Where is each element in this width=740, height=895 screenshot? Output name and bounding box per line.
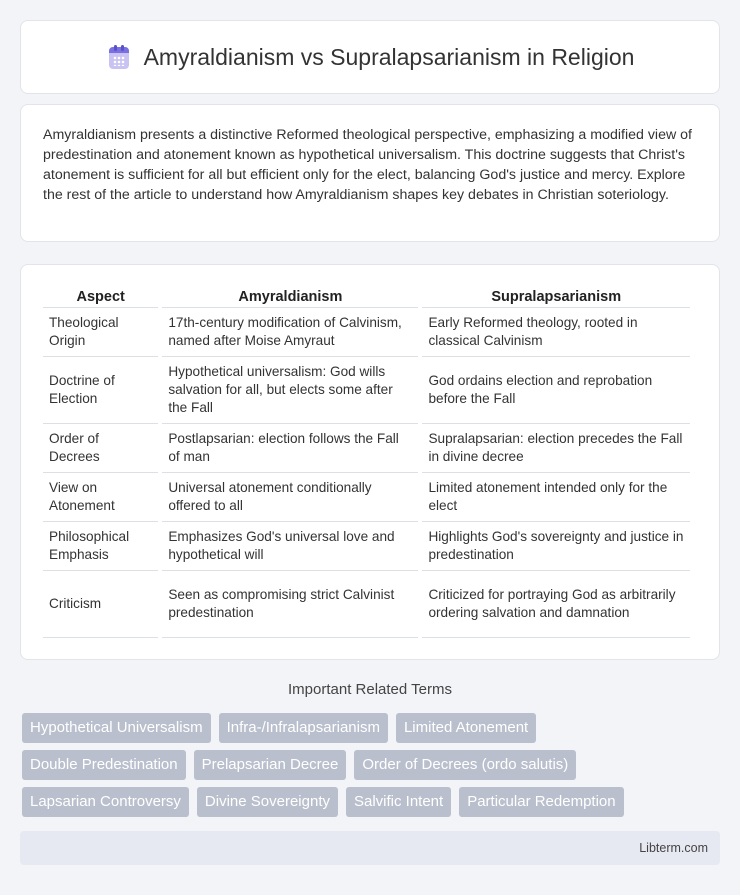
tag-row [22,713,722,743]
tag-hypothetical-universalism[interactable]: Hypothetical Universalism [22,713,211,743]
column-header-amyraldianism: Amyraldianism [162,287,418,308]
comparison-table [39,287,694,638]
table-row [43,473,690,522]
column-header-supralapsarianism: Supralapsarianism [422,287,690,308]
comparison-card [20,264,720,660]
table-header-row [43,287,690,308]
table-cell-amyraldianism: Hypothetical universalism: God wills salvation for all, but elects some after the Fall [162,357,418,424]
calendar-icon [106,44,132,70]
tag-row [22,787,722,817]
table-cell-supralapsarianism: Highlights God's sovereignty and justice in predestination [422,522,690,571]
table-cell-supralapsarianism: Limited atonement intended only for the elect [422,473,690,522]
table-cell-aspect: Philosophical Emphasis [43,522,158,571]
intro-text: Amyraldianism presents a distinctive Reformed theological perspective, emphasizing a modified view of predestination and atonement known as hypothetical universalism. This doctrine suggests that Christ's atonement is sufficient for all but efficient only for the elect, balancing God's justice and mercy. Explore the rest of the article to understand how Amyraldianism shapes key debates in Christian soteriology. [43,127,692,203]
table-cell-supralapsarianism: God ordains election and reprobation before the Fall [422,357,690,424]
tag-infralapsarianism[interactable]: Infra-/Infralapsarianism [219,713,388,743]
table-cell-supralapsarianism: Early Reformed theology, rooted in classical Calvinism [422,308,690,357]
table-row [43,424,690,473]
title-wrap [106,44,635,71]
table-cell-supralapsarianism: Criticized for portraying God as arbitrarily ordering salvation and damnation [422,571,690,638]
tag-particular-redemption[interactable]: Particular Redemption [459,787,623,817]
table-cell-amyraldianism: Universal atonement conditionally offered to all [162,473,418,522]
tag-limited-atonement[interactable]: Limited Atonement [396,713,536,743]
table-cell-aspect: Doctrine of Election [43,357,158,424]
table-cell-aspect: Criticism [43,571,158,638]
table-cell-amyraldianism: Postlapsarian: election follows the Fall of man [162,424,418,473]
related-terms-title: Important Related Terms [288,681,452,698]
header-card [20,20,720,94]
tag-salvific-intent[interactable]: Salvific Intent [346,787,451,817]
footer-site-link[interactable]: Libterm.com [639,841,708,855]
table-cell-amyraldianism: Emphasizes God's universal love and hypothetical will [162,522,418,571]
related-terms-list [22,713,722,824]
intro-card [20,104,720,242]
tag-lapsarian-controversy[interactable]: Lapsarian Controversy [22,787,189,817]
table-row [43,571,690,638]
table-cell-supralapsarianism: Supralapsarian: election precedes the Fall in divine decree [422,424,690,473]
tag-prelapsarian-decree[interactable]: Prelapsarian Decree [194,750,347,780]
table-row [43,357,690,424]
table-row [43,308,690,357]
table-cell-aspect: Theological Origin [43,308,158,357]
tag-double-predestination[interactable]: Double Predestination [22,750,186,780]
tag-order-of-decrees[interactable]: Order of Decrees (ordo salutis) [354,750,576,780]
tag-row [22,750,722,780]
table-cell-amyraldianism: 17th-century modification of Calvinism, named after Moise Amyraut [162,308,418,357]
footer [20,831,720,865]
table-row [43,522,690,571]
tag-divine-sovereignty[interactable]: Divine Sovereignty [197,787,338,817]
table-cell-aspect: Order of Decrees [43,424,158,473]
column-header-aspect: Aspect [43,287,158,308]
table-cell-amyraldianism: Seen as compromising strict Calvinist predestination [162,571,418,638]
page-title: Amyraldianism vs Supralapsarianism in Religion [143,43,635,70]
table-cell-aspect: View on Atonement [43,473,158,522]
